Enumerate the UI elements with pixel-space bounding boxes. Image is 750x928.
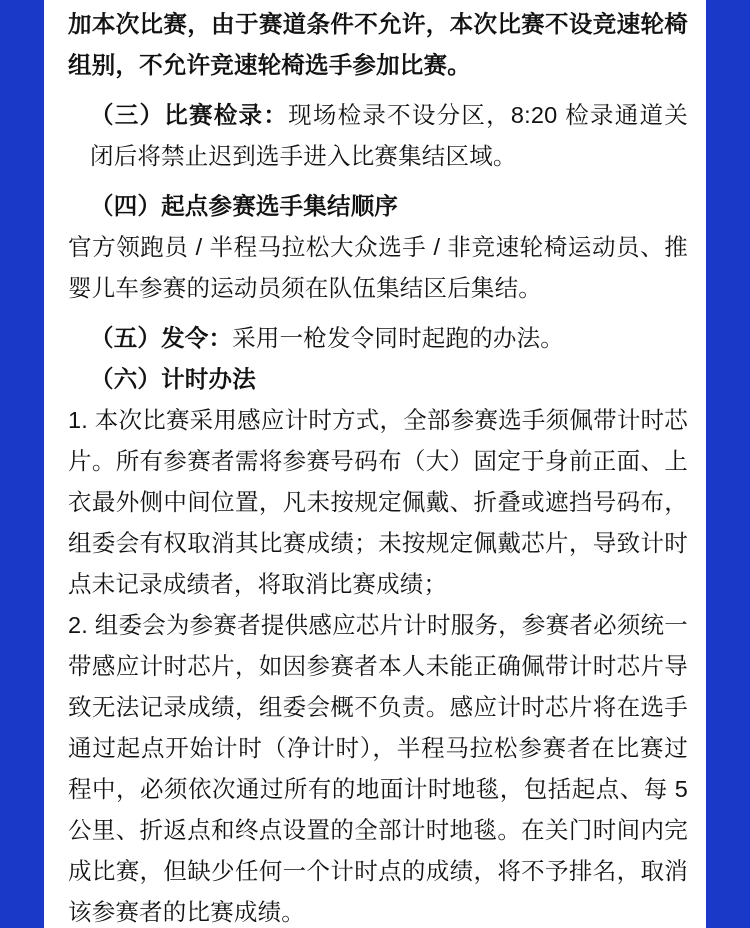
section-timing-item-2: 2. 组委会为参赛者提供感应芯片计时服务，参赛者必须统一带感应计时芯片，如因参赛者本人未能正确佩带计时芯片导致无法记录成绩，组委会概不负责。感应计时芯片将在选手通过起点开始计时（净计时），半程马拉松参赛者在比赛过程中，必须依次通过所有的地面计时地毯，包括起点、每 5 公里、折返点和终点设置的全部计时地毯。在关门时间内完成比赛，但缺少任何一个计时点的成绩，将不予排名，取消该参赛者的比赛成绩。 (68, 612, 688, 925)
section-assembly-heading: （四）起点参赛选手集结顺序 (90, 193, 399, 219)
spacer (68, 177, 688, 186)
section-start-command (68, 318, 688, 359)
section-inspection (68, 95, 688, 177)
spacer (68, 309, 688, 318)
section-inspection-heading: （三）比赛检录： (90, 102, 289, 128)
section-start-command-body: 采用一枪发令同时起跑的办法。 (232, 325, 565, 351)
section-start-command-heading: （五）发令： (90, 325, 233, 351)
section-assembly-body: 官方领跑员 / 半程马拉松大众选手 / 非竞速轮椅运动员、推婴儿车参赛的运动员须在队伍集结区后集结。 (68, 234, 688, 301)
document-sheet (44, 0, 706, 928)
continued-paragraph: 加本次比赛，由于赛道条件不允许，本次比赛不设竞速轮椅组别，不允许竞速轮椅选手参加比赛。 (68, 11, 688, 78)
spacer (68, 86, 688, 95)
section-timing-heading: （六）计时办法 (90, 366, 256, 392)
section-inspection-body: 现场检录不设分区，8:20 检录通道关闭后将禁止迟到选手进入比赛集结区域。 (90, 102, 688, 169)
section-timing-item-1: 1. 本次比赛采用感应计时方式，全部参赛选手须佩带计时芯片。所有参赛者需将参赛号码布（大）固定于身前正面、上衣最外侧中间位置，凡未按规定佩戴、折叠或遮挡号码布，组委会有权取消其比赛成绩；未按规定佩戴芯片，导致计时点未记录成绩者，将取消比赛成绩； (68, 407, 688, 597)
